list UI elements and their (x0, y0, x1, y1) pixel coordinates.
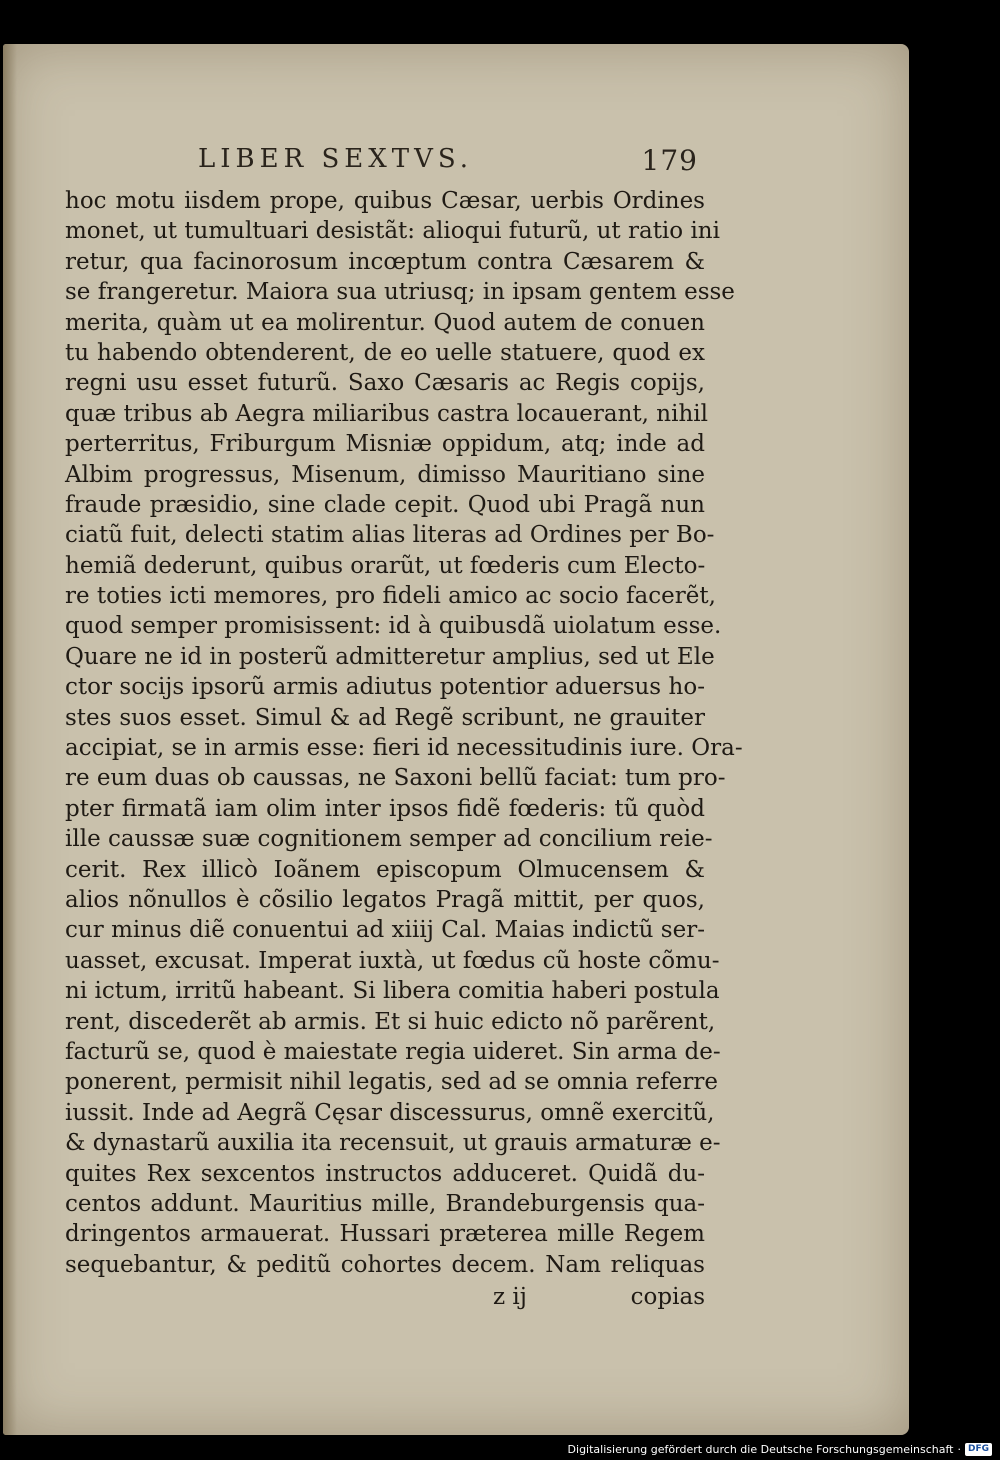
text-line: regni usu esset futurũ. Saxo Cæsaris ac Regis copijs, (65, 370, 705, 397)
page-gutter-shadow (3, 44, 17, 1435)
text-line: perterritus, Friburgum Misniæ oppidum, atq; inde ad (65, 431, 705, 458)
text-line: ponerent, permisit nihil legatis, sed ad se omnia referre (65, 1069, 719, 1096)
page-header (198, 144, 698, 184)
text-line: ni ictum, irritũ habeant. Si libera comitia haberi postula (65, 978, 720, 1005)
text-line: tu habendo obtenderent, de eo uelle statuere, quod ex (65, 339, 705, 366)
text-line: cur minus diẽ conuentui ad xiiij Cal. Maias indictũ ser- (65, 917, 705, 944)
text-line: stes suos esset. Simul & ad Regẽ scribunt, ne grauiter (65, 704, 705, 731)
text-line: retur, qua facinorosum incœptum contra Cæsarem & (65, 248, 705, 275)
text-line: uasset, excusat. Imperat iuxtà, ut fœdus cũ hoste cõmu- (65, 947, 720, 974)
text-line: cerit. Rex illicò Ioãnem episcopum Olmucensem & (65, 856, 705, 883)
text-line: quites Rex sexcentos instructos adduceret. Quidã du- (65, 1160, 705, 1187)
text-line: sequebantur, & peditũ cohortes decem. Nam reliquas (65, 1251, 705, 1278)
text-line: ctor socijs ipsorũ armis adiutus potentior aduersus ho- (65, 674, 705, 701)
text-line: accipiat, se in armis esse: fieri id necessitudinis iure. Ora- (65, 735, 743, 762)
text-line: se frangeretur. Maiora sua utriusq; in ipsam gentem esse (65, 279, 735, 306)
text-line: pter firmatã iam olim inter ipsos fidẽ fœderis: tũ quòd (65, 795, 705, 822)
text-line: fraude præsidio, sine clade cepit. Quod ubi Pragã nun (65, 491, 705, 518)
text-line: re eum duas ob caussas, ne Saxoni bellũ faciat: tum pro- (65, 765, 726, 792)
text-line: Quare ne id in posterũ admitteretur amplius, sed ut Ele (65, 643, 715, 670)
text-line: ille caussæ suæ cognitionem semper ad concilium reie- (65, 826, 713, 853)
book-page (3, 44, 909, 1435)
text-line: hemiã dederunt, quibus orarũt, ut fœderis cum Electo- (65, 552, 706, 579)
text-line: merita, quàm ut ea molirentur. Quod autem de conuen (65, 309, 705, 336)
text-line: & dynastarũ auxilia ita recensuit, ut grauis armaturæ e- (65, 1130, 721, 1157)
text-line: quod semper promisissent: id à quibusdã uiolatum esse. (65, 613, 722, 640)
text-line: re toties icti memores, pro fideli amico ac socio facerẽt, (65, 583, 716, 610)
text-line: rent, discederẽt ab armis. Et si huic edicto nõ parẽrent, (65, 1008, 716, 1035)
text-line: facturũ se, quod è maiestate regia uideret. Sin arma de- (65, 1038, 721, 1065)
running-head: LIBER SEXTVS. (198, 144, 474, 174)
text-line: centos addunt. Mauritius mille, Brandeburgensis qua- (65, 1190, 705, 1217)
text-line: dringentos armauerat. Hussari præterea mille Regem (65, 1221, 705, 1248)
credit-text: Digitalisierung gefördert durch die Deutsche Forschungsgemeinschaft (567, 1443, 954, 1456)
signature-mark: z ij (493, 1284, 527, 1310)
catchword: copias (630, 1284, 705, 1310)
text-line: monet, ut tumultuari desistãt: alioqui futurũ, ut ratio ini (65, 218, 720, 245)
page-footer (493, 1284, 705, 1314)
text-line: Albim progressus, Misenum, dimisso Mauritiano sine (65, 461, 705, 488)
text-line: ciatũ fuit, delecti statim alias literas ad Ordines per Bo- (65, 522, 715, 549)
dfg-logo: DFG (965, 1443, 992, 1456)
text-line: alios nõnullos è cõsilio legatos Pragã mittit, per quos, (65, 886, 705, 913)
body-text (65, 186, 743, 1280)
text-line: hoc motu iisdem prope, quibus Cæsar, uerbis Ordines (65, 188, 705, 214)
digitization-credit: Digitalisierung gefördert durch die Deutsche Forschungsgemeinschaft · DFG (568, 1443, 992, 1456)
text-line: quæ tribus ab Aegra miliaribus castra locauerant, nihil (65, 400, 708, 427)
page-number: 179 (641, 144, 698, 177)
text-line: iussit. Inde ad Aegrã Cęsar discessurus, omnẽ exercitũ, (65, 1099, 715, 1126)
